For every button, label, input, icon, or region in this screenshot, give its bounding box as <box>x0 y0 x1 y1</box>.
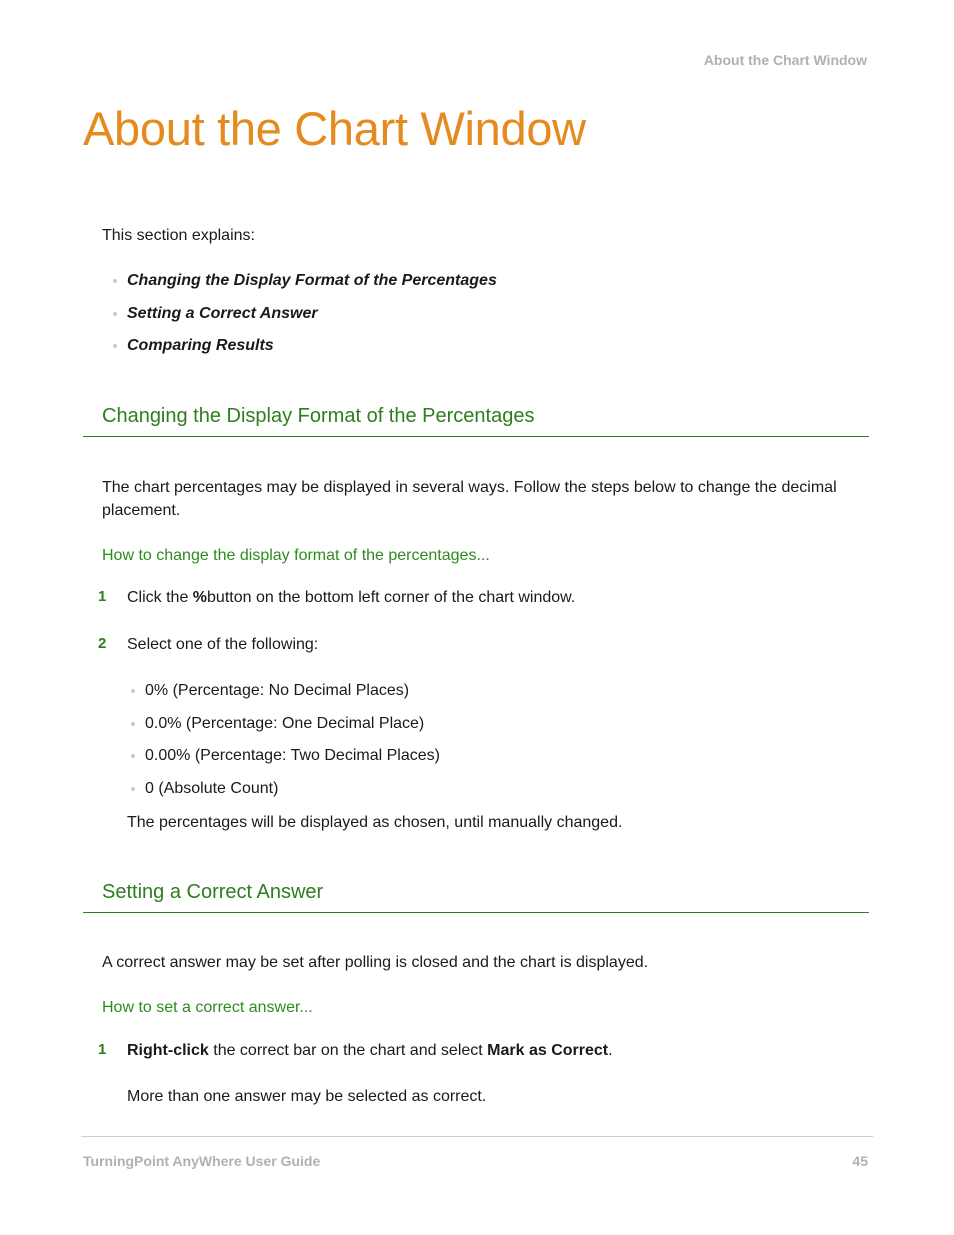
bullet-icon <box>113 344 117 348</box>
section-heading-display-format: Changing the Display Format of the Percentages <box>102 405 535 427</box>
step-text-part: the correct bar on the chart and select <box>208 1042 488 1059</box>
bullet-icon <box>131 754 135 758</box>
page-title: About the Chart Window <box>83 102 586 155</box>
step-text-part: Click the <box>127 589 193 606</box>
note-text: The percentages will be displayed as chosen, until manually changed. <box>127 814 623 831</box>
footer-divider <box>81 1136 873 1137</box>
right-click-ref: Right-click <box>127 1042 209 1059</box>
section-paragraph <box>102 476 837 522</box>
how-to-heading: How to change the display format of the percentages... <box>102 547 490 564</box>
step-text: Select one of the following: <box>127 636 319 653</box>
step-number: 2 <box>98 635 107 652</box>
bullet-icon <box>131 722 135 726</box>
bullet-icon <box>131 787 135 791</box>
option-label: 0.00% (Percentage: Two Decimal Places) <box>145 747 440 765</box>
section-divider <box>83 912 869 913</box>
bullet-icon <box>131 689 135 693</box>
bullet-icon <box>113 279 117 283</box>
format-options-list <box>130 681 440 811</box>
list-item <box>112 336 497 369</box>
step-text-part: button on the bottom left corner of the chart window. <box>207 589 576 606</box>
toc-item-label: Setting a Correct Answer <box>127 304 318 322</box>
list-item <box>112 271 497 304</box>
toc-item-label: Changing the Display Format of the Percentages <box>127 272 497 289</box>
how-to-heading: How to set a correct answer... <box>102 999 313 1016</box>
note-text: More than one answer may be selected as correct. <box>127 1088 487 1105</box>
step-text-part: . <box>608 1042 613 1059</box>
list-item <box>130 779 440 812</box>
running-header: About the Chart Window <box>703 52 867 68</box>
option-label: 0% (Percentage: No Decimal Places) <box>145 682 410 699</box>
step-number: 1 <box>98 1041 107 1058</box>
toc-item-label: Comparing Results <box>127 337 274 354</box>
list-item <box>112 304 497 337</box>
section-divider <box>83 436 869 437</box>
footer-guide-title: TurningPoint AnyWhere User Guide <box>83 1153 321 1169</box>
list-item <box>130 714 440 747</box>
mark-as-correct-ref: Mark as Correct <box>487 1042 609 1059</box>
step-text <box>127 1039 613 1062</box>
option-label: 0.0% (Percentage: One Decimal Place) <box>145 714 425 732</box>
option-label: 0 (Absolute Count) <box>145 779 279 797</box>
section-heading-correct-answer: Setting a Correct Answer <box>102 881 324 903</box>
percent-button-ref: % <box>192 589 208 606</box>
step-number: 1 <box>98 588 107 605</box>
intro-text: This section explains: <box>102 227 255 244</box>
bullet-icon <box>113 312 117 316</box>
list-item <box>130 746 440 779</box>
step-text <box>127 586 575 609</box>
paragraph-line: The chart percentages may be displayed in several ways. Follow the steps below to change the decimal <box>102 479 837 496</box>
list-item <box>130 681 440 714</box>
paragraph-line: placement. <box>102 502 181 519</box>
section-list <box>112 271 497 369</box>
section-paragraph: A correct answer may be set after polling is closed and the chart is displayed. <box>102 954 649 971</box>
page-number: 45 <box>852 1153 868 1169</box>
